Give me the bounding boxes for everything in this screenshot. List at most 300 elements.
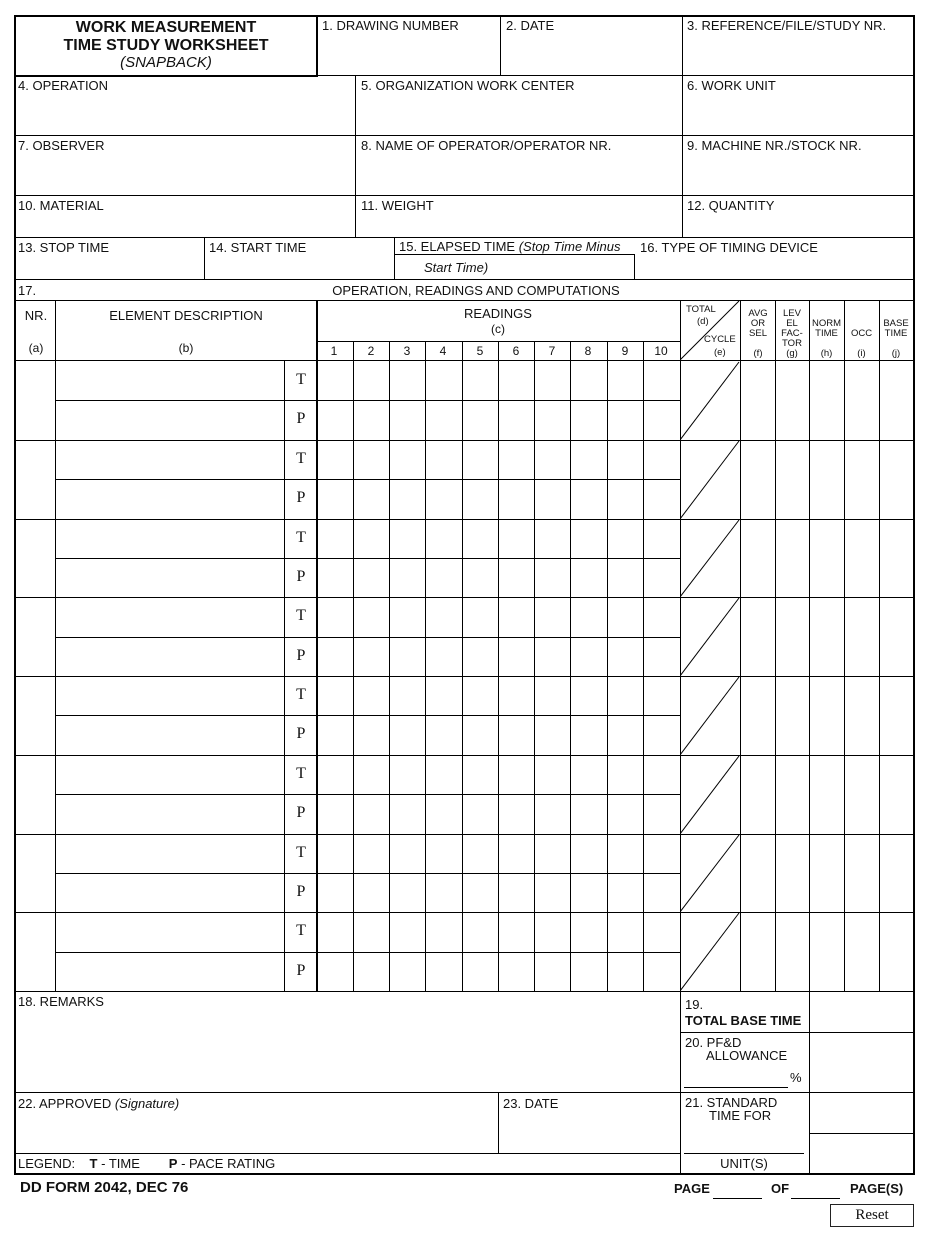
reading-cell[interactable]	[609, 598, 642, 636]
total-cycle-cell[interactable]	[680, 361, 740, 440]
reading-cell[interactable]	[536, 716, 569, 754]
element-nr-field[interactable]	[16, 520, 54, 596]
norm-time-cell[interactable]	[810, 913, 844, 990]
observer-field[interactable]	[17, 154, 353, 194]
level-factor-cell[interactable]	[776, 441, 809, 518]
material-field[interactable]	[17, 213, 353, 236]
reading-cell[interactable]	[318, 913, 352, 951]
occ-sub-header: (i)	[857, 348, 866, 359]
reading-cell[interactable]	[391, 677, 424, 714]
reading-cell[interactable]	[427, 638, 461, 675]
cycle-header: CYCLE	[704, 334, 736, 345]
reading-cell[interactable]	[572, 638, 606, 675]
reading-cell[interactable]	[645, 953, 679, 990]
reading-cell[interactable]	[500, 480, 533, 518]
reading-cell[interactable]	[318, 559, 352, 596]
reading-cell[interactable]	[355, 835, 388, 872]
reading-cell[interactable]	[572, 480, 606, 518]
form-title-line1: WORK MEASUREMENT	[75, 19, 257, 36]
reading-cell[interactable]	[318, 362, 352, 399]
reading-cell[interactable]	[355, 795, 388, 833]
work-unit-field[interactable]	[685, 94, 911, 134]
element-description-field[interactable]	[57, 756, 283, 793]
reading-cell[interactable]	[391, 401, 424, 439]
reading-cell[interactable]	[645, 441, 679, 478]
reading-cell[interactable]	[318, 795, 352, 833]
page-number-field[interactable]	[713, 1180, 762, 1199]
avg-sel-cell[interactable]	[741, 835, 775, 911]
reading-cell[interactable]	[645, 913, 679, 951]
reading-cell[interactable]	[391, 953, 424, 990]
occ-cell[interactable]	[845, 835, 879, 911]
reading-cell[interactable]	[391, 441, 424, 478]
element-description-field[interactable]	[57, 441, 283, 478]
reading-cell[interactable]	[464, 756, 497, 793]
reading-cell[interactable]	[609, 795, 642, 833]
reading-cell[interactable]	[464, 953, 497, 990]
norm-time-header: NORM TIME	[811, 318, 842, 339]
standard-time-label-line1: 21. STANDARD	[685, 1095, 778, 1110]
reading-cell[interactable]	[427, 953, 461, 990]
reset-button[interactable]: Reset	[830, 1204, 914, 1227]
standard-time-field[interactable]	[811, 1094, 912, 1132]
total-cycle-cell[interactable]	[680, 912, 740, 991]
reading-cell[interactable]	[645, 362, 679, 399]
reading-cell[interactable]	[427, 598, 461, 636]
element-description-field[interactable]	[57, 874, 283, 911]
reading-cell[interactable]	[391, 598, 424, 636]
reading-cell[interactable]	[427, 480, 461, 518]
reading-cell[interactable]	[572, 362, 606, 399]
norm-time-cell[interactable]	[810, 835, 844, 911]
reading-cell[interactable]	[464, 598, 497, 636]
reading-cell[interactable]	[645, 795, 679, 833]
reading-cell[interactable]	[391, 835, 424, 872]
norm-time-cell[interactable]	[810, 677, 844, 754]
reading-cell[interactable]	[355, 480, 388, 518]
reading-cell[interactable]	[318, 953, 352, 990]
date-field[interactable]	[503, 34, 680, 74]
element-description-field[interactable]	[57, 716, 283, 754]
reading-cell[interactable]	[391, 913, 424, 951]
norm-time-cell[interactable]	[810, 598, 844, 675]
reading-cell[interactable]	[536, 795, 569, 833]
reading-cell[interactable]	[391, 756, 424, 793]
avg-sel-cell[interactable]	[741, 520, 775, 596]
reading-cell[interactable]	[645, 756, 679, 793]
element-nr-field[interactable]	[16, 835, 54, 911]
avg-sel-cell[interactable]	[741, 913, 775, 990]
reading-cell[interactable]	[500, 835, 533, 872]
reading-cell[interactable]	[500, 874, 533, 911]
reading-cell[interactable]	[609, 677, 642, 714]
reading-cell[interactable]	[355, 677, 388, 714]
total-sub-header: (d)	[697, 316, 709, 327]
time-row-marker: T	[296, 370, 306, 388]
reading-cell[interactable]	[355, 362, 388, 399]
level-factor-cell[interactable]	[776, 520, 809, 596]
element-nr-field[interactable]	[16, 598, 54, 675]
reading-cell[interactable]	[609, 874, 642, 911]
reading-cell[interactable]	[536, 401, 569, 439]
readings-header: READINGS	[464, 306, 532, 321]
reading-cell[interactable]	[427, 559, 461, 596]
reading-cell[interactable]	[572, 913, 606, 951]
reading-cell[interactable]	[500, 795, 533, 833]
element-description-field[interactable]	[57, 480, 283, 518]
remarks-label: 18. REMARKS	[18, 994, 104, 1009]
reading-cell[interactable]	[572, 598, 606, 636]
reading-cell[interactable]	[500, 756, 533, 793]
drawing-number-field[interactable]	[320, 34, 498, 74]
reading-cell[interactable]	[536, 559, 569, 596]
pfd-allowance-input[interactable]	[686, 1066, 786, 1086]
avg-sel-cell[interactable]	[741, 598, 775, 675]
time-row-marker: T	[296, 607, 306, 624]
weight-field[interactable]	[358, 213, 680, 236]
reading-cell[interactable]	[355, 401, 388, 439]
reading-cell[interactable]	[318, 401, 352, 439]
element-nr-field[interactable]	[16, 677, 54, 754]
reading-cell[interactable]	[500, 953, 533, 990]
avg-sel-cell[interactable]	[741, 677, 775, 754]
element-description-field[interactable]	[57, 401, 283, 439]
stop-time-field[interactable]	[17, 256, 202, 278]
total-cycle-cell[interactable]	[680, 440, 740, 519]
reading-col-9-header: 9	[621, 344, 629, 358]
reading-cell[interactable]	[355, 953, 388, 990]
occ-cell[interactable]	[845, 362, 879, 439]
occ-cell[interactable]	[845, 598, 879, 675]
reading-cell[interactable]	[609, 835, 642, 872]
element-nr-field[interactable]	[16, 441, 54, 518]
reading-cell[interactable]	[355, 874, 388, 911]
reading-cell[interactable]	[572, 756, 606, 793]
machine-nr-field[interactable]	[685, 154, 911, 194]
reference-field[interactable]	[685, 34, 911, 74]
reading-cell[interactable]	[391, 795, 424, 833]
reading-cell[interactable]	[427, 677, 461, 714]
reading-cell[interactable]	[355, 441, 388, 478]
work-unit-label: 6. WORK UNIT	[687, 78, 776, 93]
base-time-cell[interactable]	[880, 677, 913, 754]
avg-sel-cell[interactable]	[741, 441, 775, 518]
reading-cell[interactable]	[318, 638, 352, 675]
total-base-time-number: 19.	[685, 997, 704, 1012]
reading-cell[interactable]	[318, 520, 352, 557]
reading-cell[interactable]	[645, 598, 679, 636]
timing-device-field[interactable]	[637, 256, 911, 278]
page-label: PAGE	[674, 1181, 710, 1196]
reading-cell[interactable]	[355, 598, 388, 636]
reading-cell[interactable]	[609, 480, 642, 518]
reading-cell[interactable]	[500, 441, 533, 478]
level-factor-cell[interactable]	[776, 913, 809, 990]
reading-cell[interactable]	[536, 677, 569, 714]
occ-cell[interactable]	[845, 756, 879, 833]
reading-cell[interactable]	[391, 480, 424, 518]
org-work-center-label: 5. ORGANIZATION WORK CENTER	[361, 78, 575, 93]
reading-cell[interactable]	[355, 559, 388, 596]
reading-cell[interactable]	[536, 638, 569, 675]
reading-cell[interactable]	[355, 716, 388, 754]
total-cycle-cell[interactable]	[680, 519, 740, 597]
level-factor-cell[interactable]	[776, 677, 809, 754]
element-description-sub-header: (b)	[178, 341, 194, 355]
operator-name-field[interactable]	[358, 154, 680, 194]
element-nr-field[interactable]	[16, 362, 54, 439]
reading-cell[interactable]	[500, 598, 533, 636]
legend: LEGEND: T - TIME P - PACE RATING	[18, 1156, 276, 1171]
reading-cell[interactable]	[427, 401, 461, 439]
occ-cell[interactable]	[845, 913, 879, 990]
reading-cell[interactable]	[572, 559, 606, 596]
reading-cell[interactable]	[391, 559, 424, 596]
reading-cell[interactable]	[500, 716, 533, 754]
reading-cell[interactable]	[536, 520, 569, 557]
level-factor-cell[interactable]	[776, 756, 809, 833]
quantity-field[interactable]	[685, 213, 911, 236]
reading-cell[interactable]	[609, 716, 642, 754]
reading-cell[interactable]	[645, 480, 679, 518]
reading-col-6-header: 6	[512, 344, 520, 358]
observer-label: 7. OBSERVER	[18, 138, 105, 153]
norm-time-cell[interactable]	[810, 441, 844, 518]
reading-cell[interactable]	[645, 401, 679, 439]
reading-cell[interactable]	[427, 756, 461, 793]
norm-time-sub-header: (h)	[820, 348, 833, 359]
avg-sel-cell[interactable]	[741, 362, 775, 439]
occ-cell[interactable]	[845, 441, 879, 518]
element-description-field[interactable]	[57, 953, 283, 990]
reading-cell[interactable]	[427, 520, 461, 557]
time-row-marker: T	[296, 922, 306, 939]
reading-cell[interactable]	[318, 480, 352, 518]
reading-cell[interactable]	[318, 598, 352, 636]
reading-cell[interactable]	[572, 874, 606, 911]
reading-cell[interactable]	[464, 638, 497, 675]
occ-cell[interactable]	[845, 520, 879, 596]
reading-cell[interactable]	[464, 362, 497, 399]
elapsed-time-field[interactable]	[396, 256, 416, 278]
reading-cell[interactable]	[645, 559, 679, 596]
pfd-percent-sign: %	[790, 1070, 802, 1085]
reading-cell[interactable]	[464, 480, 497, 518]
approved-label: 22. APPROVED (Signature)	[18, 1096, 180, 1111]
reading-cell[interactable]	[427, 716, 461, 754]
reading-cell[interactable]	[500, 362, 533, 399]
standard-time-units-input[interactable]	[686, 1126, 804, 1152]
date-label: 2. DATE	[506, 18, 555, 33]
pace-row-marker: P	[296, 882, 306, 900]
base-time-cell[interactable]	[880, 441, 913, 518]
reading-cell[interactable]	[572, 953, 606, 990]
reading-cell[interactable]	[464, 716, 497, 754]
reading-cell[interactable]	[536, 598, 569, 636]
base-time-cell[interactable]	[880, 598, 913, 675]
reading-col-2-header: 2	[367, 344, 375, 358]
reading-cell[interactable]	[645, 835, 679, 872]
level-factor-cell[interactable]	[776, 598, 809, 675]
org-work-center-field[interactable]	[358, 94, 680, 134]
operation-field[interactable]	[17, 94, 353, 134]
reading-cell[interactable]	[645, 677, 679, 714]
reading-cell[interactable]	[536, 874, 569, 911]
element-description-field[interactable]	[57, 795, 283, 833]
reading-cell[interactable]	[500, 677, 533, 714]
reading-cell[interactable]	[391, 520, 424, 557]
reading-cell[interactable]	[464, 874, 497, 911]
reading-cell[interactable]	[355, 638, 388, 675]
approval-date-field[interactable]	[501, 1112, 678, 1152]
section-17-number: 17.	[18, 283, 37, 298]
reading-cell[interactable]	[427, 835, 461, 872]
element-description-field[interactable]	[57, 913, 283, 951]
reading-cell[interactable]	[645, 638, 679, 675]
avg-header: AVG OR SEL	[748, 308, 768, 339]
pace-row-marker: P	[296, 961, 306, 979]
reading-cell[interactable]	[391, 716, 424, 754]
reading-cell[interactable]	[318, 835, 352, 872]
level-factor-cell[interactable]	[776, 835, 809, 911]
reading-col-8-header: 8	[584, 344, 592, 358]
element-nr-field[interactable]	[16, 913, 54, 990]
nr-sub-header: (a)	[28, 341, 44, 355]
level-factor-cell[interactable]	[776, 362, 809, 439]
reading-cell[interactable]	[464, 401, 497, 439]
reading-cell[interactable]	[536, 913, 569, 951]
reading-cell[interactable]	[500, 913, 533, 951]
reading-cell[interactable]	[572, 520, 606, 557]
reading-cell[interactable]	[355, 913, 388, 951]
reading-col-7-header: 7	[548, 344, 556, 358]
reading-cell[interactable]	[427, 362, 461, 399]
form-title-line3: (SNAPBACK)	[120, 54, 212, 71]
reading-cell[interactable]	[500, 401, 533, 439]
reading-cell[interactable]	[645, 520, 679, 557]
reading-cell[interactable]	[609, 913, 642, 951]
reading-cell[interactable]	[536, 953, 569, 990]
reading-cell[interactable]	[536, 835, 569, 872]
reading-cell[interactable]	[318, 874, 352, 911]
approved-signature-field[interactable]	[17, 1112, 496, 1152]
reading-cell[interactable]	[500, 559, 533, 596]
pace-row-marker: P	[296, 410, 306, 427]
reading-cell[interactable]	[609, 362, 642, 399]
reading-cell[interactable]	[572, 716, 606, 754]
reading-cell[interactable]	[536, 480, 569, 518]
reading-col-1-header: 1	[330, 344, 338, 358]
reading-cell[interactable]	[609, 756, 642, 793]
reading-cell[interactable]	[427, 874, 461, 911]
element-nr-field[interactable]	[16, 756, 54, 833]
reading-cell[interactable]	[572, 401, 606, 439]
reading-cell[interactable]	[427, 795, 461, 833]
element-description-field[interactable]	[57, 598, 283, 636]
reading-cell[interactable]	[609, 953, 642, 990]
reading-cell[interactable]	[609, 520, 642, 557]
reading-cell[interactable]	[355, 756, 388, 793]
page-total-field[interactable]	[791, 1180, 840, 1199]
total-cycle-cell[interactable]	[680, 597, 740, 676]
reading-cell[interactable]	[464, 835, 497, 872]
reading-col-4-header: 4	[439, 344, 447, 358]
total-cycle-cell[interactable]	[680, 834, 740, 912]
norm-time-cell[interactable]	[810, 520, 844, 596]
reading-cell[interactable]	[572, 677, 606, 714]
element-description-field[interactable]	[57, 677, 283, 714]
reading-cell[interactable]	[427, 913, 461, 951]
reading-cell[interactable]	[464, 913, 497, 951]
reading-cell[interactable]	[464, 559, 497, 596]
reading-cell[interactable]	[391, 362, 424, 399]
reading-cell[interactable]	[536, 441, 569, 478]
pace-row-marker: P	[296, 646, 306, 664]
reading-cell[interactable]	[536, 362, 569, 399]
reading-cell[interactable]	[609, 638, 642, 675]
cycle-sub-header: (e)	[714, 347, 726, 358]
reading-cell[interactable]	[464, 441, 497, 478]
reading-cell[interactable]	[609, 401, 642, 439]
reading-cell[interactable]	[609, 441, 642, 478]
reading-cell[interactable]	[536, 756, 569, 793]
reading-cell[interactable]	[318, 716, 352, 754]
occ-cell[interactable]	[845, 677, 879, 754]
base-time-cell[interactable]	[880, 520, 913, 596]
pfd-allowance-field[interactable]	[811, 1034, 912, 1091]
reading-cell[interactable]	[464, 677, 497, 714]
element-description-field[interactable]	[57, 362, 283, 399]
reading-cell[interactable]	[500, 638, 533, 675]
base-time-cell[interactable]	[880, 835, 913, 911]
reading-cell[interactable]	[464, 795, 497, 833]
operator-name-label: 8. NAME OF OPERATOR/OPERATOR NR.	[361, 138, 612, 153]
element-description-field[interactable]	[57, 559, 283, 596]
reading-cell[interactable]	[572, 795, 606, 833]
element-description-field[interactable]	[57, 638, 283, 675]
total-base-time-field[interactable]	[811, 994, 912, 1031]
reading-cell[interactable]	[318, 677, 352, 714]
base-time-cell[interactable]	[880, 362, 913, 439]
reading-cell[interactable]	[427, 441, 461, 478]
reading-cell[interactable]	[391, 638, 424, 675]
reading-cell[interactable]	[572, 835, 606, 872]
reading-cell[interactable]	[391, 874, 424, 911]
norm-time-cell[interactable]	[810, 756, 844, 833]
reading-cell[interactable]	[609, 559, 642, 596]
norm-time-cell[interactable]	[810, 362, 844, 439]
total-cycle-cell[interactable]	[680, 755, 740, 834]
reading-cell[interactable]	[318, 756, 352, 793]
avg-sel-cell[interactable]	[741, 756, 775, 833]
reading-cell[interactable]	[572, 441, 606, 478]
reading-cell[interactable]	[645, 874, 679, 911]
reading-cell[interactable]	[318, 441, 352, 478]
reading-cell[interactable]	[500, 520, 533, 557]
base-time-cell[interactable]	[880, 913, 913, 990]
time-row-marker: T	[296, 764, 306, 782]
reading-cell[interactable]	[355, 520, 388, 557]
reading-cell[interactable]	[645, 716, 679, 754]
remarks-field[interactable]	[17, 1010, 677, 1090]
element-description-field[interactable]	[57, 520, 283, 557]
start-time-field[interactable]	[207, 256, 392, 278]
element-description-field[interactable]	[57, 835, 283, 872]
quantity-label: 12. QUANTITY	[687, 198, 775, 213]
reading-cell[interactable]	[464, 520, 497, 557]
base-time-cell[interactable]	[880, 756, 913, 833]
total-cycle-cell[interactable]	[680, 676, 740, 755]
